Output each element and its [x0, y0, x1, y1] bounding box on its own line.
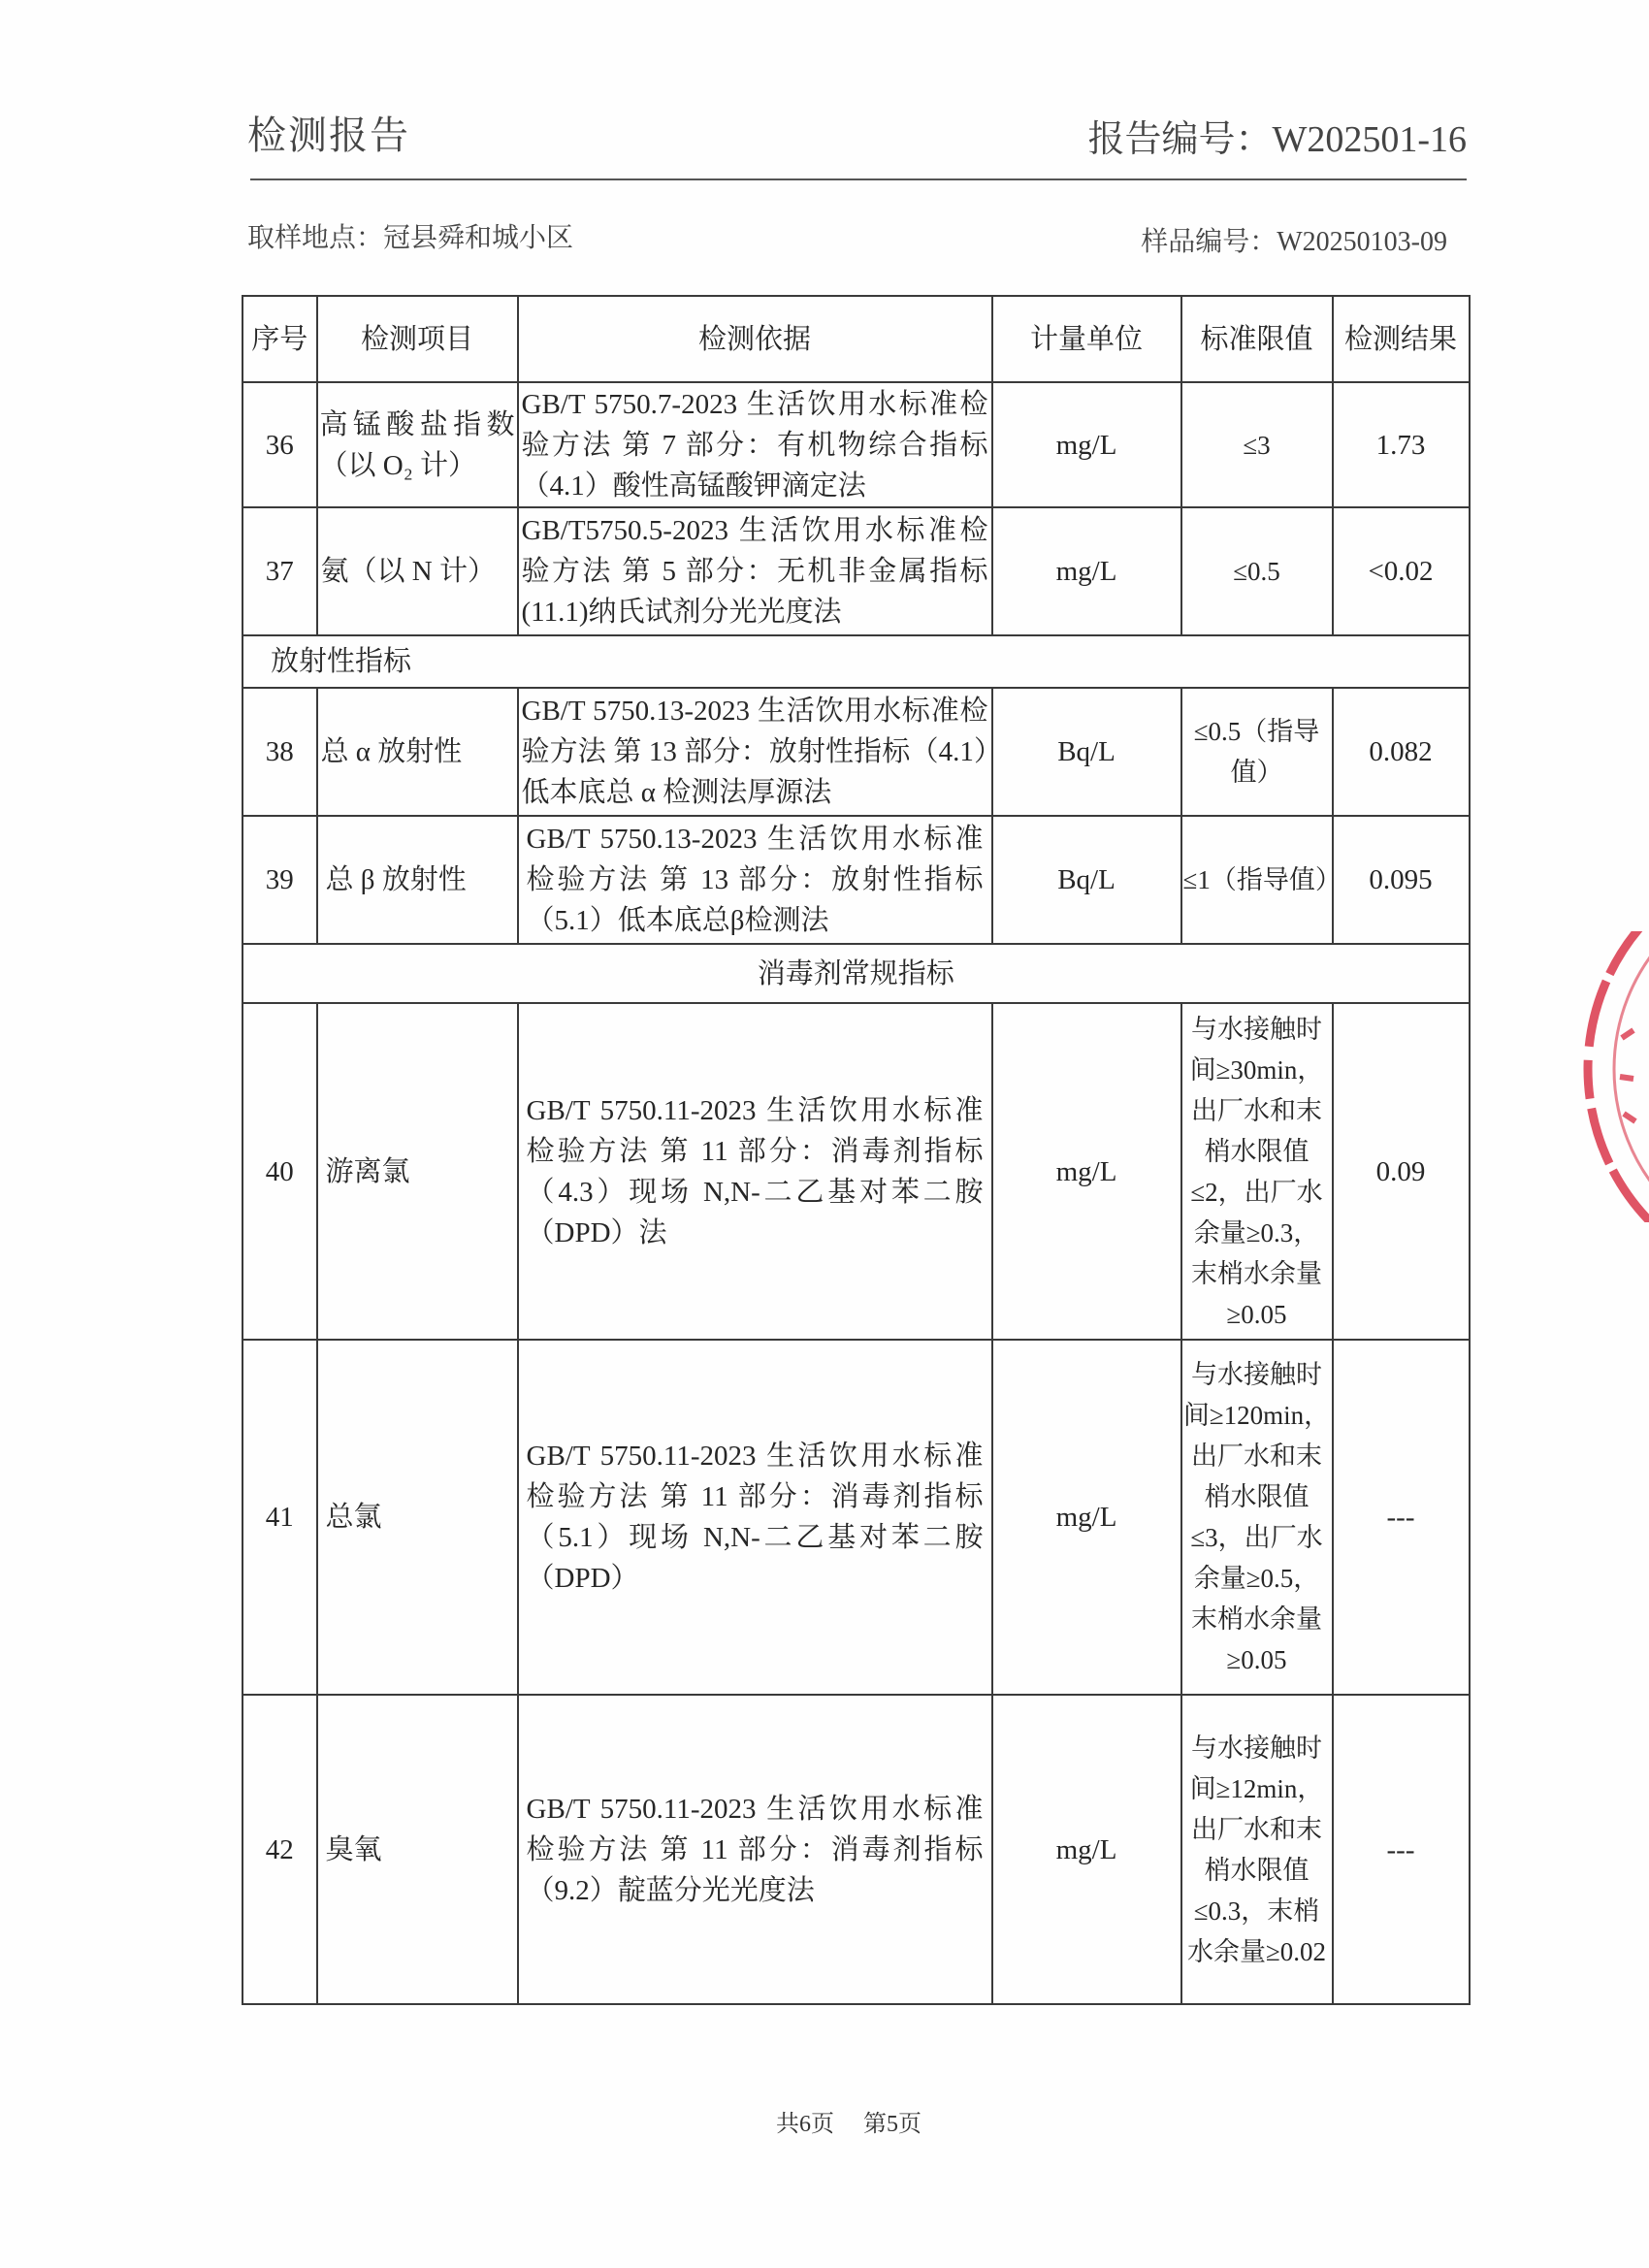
- cell-limit: 与水接触时间≥120min，出厂水和末梢水限值≤3，出厂水余量≥0.5，末梢水余量≥0.05: [1181, 1340, 1333, 1695]
- column-header-no: 序号: [242, 296, 317, 382]
- cell-result: <0.02: [1333, 507, 1470, 635]
- cell-standard: GB/T5750.5-2023 生活饮用水标准检验方法 第 5 部分：无机非金属指标(11.1)纳氏试剂分光光度法: [518, 507, 992, 635]
- cell-no: 36: [242, 382, 317, 507]
- report-number-value: W202501-16: [1272, 119, 1467, 160]
- table-row: [242, 816, 1470, 944]
- cell-standard: GB/T 5750.7-2023 生活饮用水标准检验方法 第 7 部分：有机物综合指标（4.1）酸性高锰酸钾滴定法: [518, 382, 992, 507]
- table-row: [242, 688, 1470, 816]
- cell-limit: ≤1（指导值）: [1181, 816, 1333, 944]
- column-header-item: 检测项目: [317, 296, 518, 382]
- report-title: 检测报告: [247, 113, 410, 157]
- seal-stamp-fragment: [1552, 931, 1649, 1222]
- cell-standard: GB/T 5750.11-2023 生活饮用水标准检验方法 第 11 部分：消毒剂指标（4.3）现场 N,N-二乙基对苯二胺（DPD）法: [518, 1003, 992, 1340]
- cell-no: 42: [242, 1695, 317, 2004]
- sample-number-value: W20250103-09: [1277, 227, 1447, 257]
- section-header-disinfectant: [242, 944, 1470, 1003]
- test-results-table: [242, 295, 1471, 2005]
- table-header-row: [242, 296, 1470, 382]
- column-header-result: 检测结果: [1333, 296, 1470, 382]
- cell-no: 38: [242, 688, 317, 816]
- cell-limit: ≤0.5: [1181, 507, 1333, 635]
- cell-standard: GB/T 5750.13-2023 生活饮用水标准检验方法 第 13 部分：放射性指标（5.1）低本底总β检测法: [518, 816, 992, 944]
- section-title: 放射性指标: [242, 635, 1470, 688]
- cell-limit: ≤3: [1181, 382, 1333, 507]
- cell-result: ---: [1333, 1695, 1470, 2004]
- header-divider: [250, 178, 1467, 180]
- column-header-limit: 标准限值: [1181, 296, 1333, 382]
- cell-unit: mg/L: [992, 507, 1181, 635]
- cell-item: 臭氧: [317, 1695, 518, 2004]
- sample-number-label: 样品编号：: [1141, 227, 1277, 257]
- column-header-standard: 检测依据: [518, 296, 992, 382]
- cell-standard: GB/T 5750.11-2023 生活饮用水标准检验方法 第 11 部分：消毒剂指标（9.2）靛蓝分光光度法: [518, 1695, 992, 2004]
- cell-no: 39: [242, 816, 317, 944]
- cell-result: 1.73: [1333, 382, 1470, 507]
- cell-unit: mg/L: [992, 382, 1181, 507]
- cell-limit: 与水接触时间≥30min，出厂水和末梢水限值≤2，出厂水余量≥0.3，末梢水余量≥0.05: [1181, 1003, 1333, 1340]
- table-row: [242, 1003, 1470, 1340]
- report-number-label: 报告编号：: [1087, 119, 1273, 160]
- cell-unit: Bq/L: [992, 816, 1181, 944]
- seal-stamp-icon: [1552, 931, 1649, 1222]
- cell-unit: Bq/L: [992, 688, 1181, 816]
- cell-result: ---: [1333, 1340, 1470, 1695]
- cell-no: 40: [242, 1003, 317, 1340]
- cell-standard: GB/T 5750.11-2023 生活饮用水标准检验方法 第 11 部分：消毒剂指标（5.1）现场 N,N-二乙基对苯二胺（DPD）: [518, 1340, 992, 1695]
- cell-unit: mg/L: [992, 1003, 1181, 1340]
- cell-no: 41: [242, 1340, 317, 1695]
- table-row: [242, 382, 1470, 507]
- cell-limit: 与水接触时间≥12min，出厂水和末梢水限值≤0.3，末梢水余量≥0.02: [1181, 1695, 1333, 2004]
- cell-item: 总氯: [317, 1340, 518, 1695]
- section-header-radioactivity: [242, 635, 1470, 688]
- cell-item: 高锰酸盐指数（以 O₂ 计）: [317, 382, 518, 507]
- table-row: [242, 1340, 1470, 1695]
- table-row: [242, 507, 1470, 635]
- cell-item: 氨（以 N 计）: [317, 507, 518, 635]
- page-number: [776, 2111, 922, 2138]
- column-header-unit: 计量单位: [992, 296, 1181, 382]
- total-pages: 共6页: [776, 2112, 834, 2137]
- report-number: [1087, 118, 1467, 161]
- current-page: 第5页: [863, 2112, 922, 2137]
- cell-result: 0.09: [1333, 1003, 1470, 1340]
- table-row: [242, 1695, 1470, 2004]
- sampling-location-label: 取样地点：: [247, 223, 384, 253]
- sampling-location: [247, 223, 573, 254]
- cell-item: 总 β 放射性: [317, 816, 518, 944]
- sampling-location-value: 冠县舜和城小区: [383, 223, 574, 253]
- cell-unit: mg/L: [992, 1695, 1181, 2004]
- cell-result: 0.082: [1333, 688, 1470, 816]
- cell-result: 0.095: [1333, 816, 1470, 944]
- cell-standard: GB/T 5750.13-2023 生活饮用水标准检验方法 第 13 部分：放射性指标（4.1）低本底总 α 检测法厚源法: [518, 688, 992, 816]
- sample-number: [1141, 227, 1447, 258]
- cell-item: 游离氯: [317, 1003, 518, 1340]
- cell-limit: ≤0.5（指导值）: [1181, 688, 1333, 816]
- section-title: 消毒剂常规指标: [242, 944, 1470, 1003]
- cell-item: 总 α 放射性: [317, 688, 518, 816]
- cell-unit: mg/L: [992, 1340, 1181, 1695]
- cell-no: 37: [242, 507, 317, 635]
